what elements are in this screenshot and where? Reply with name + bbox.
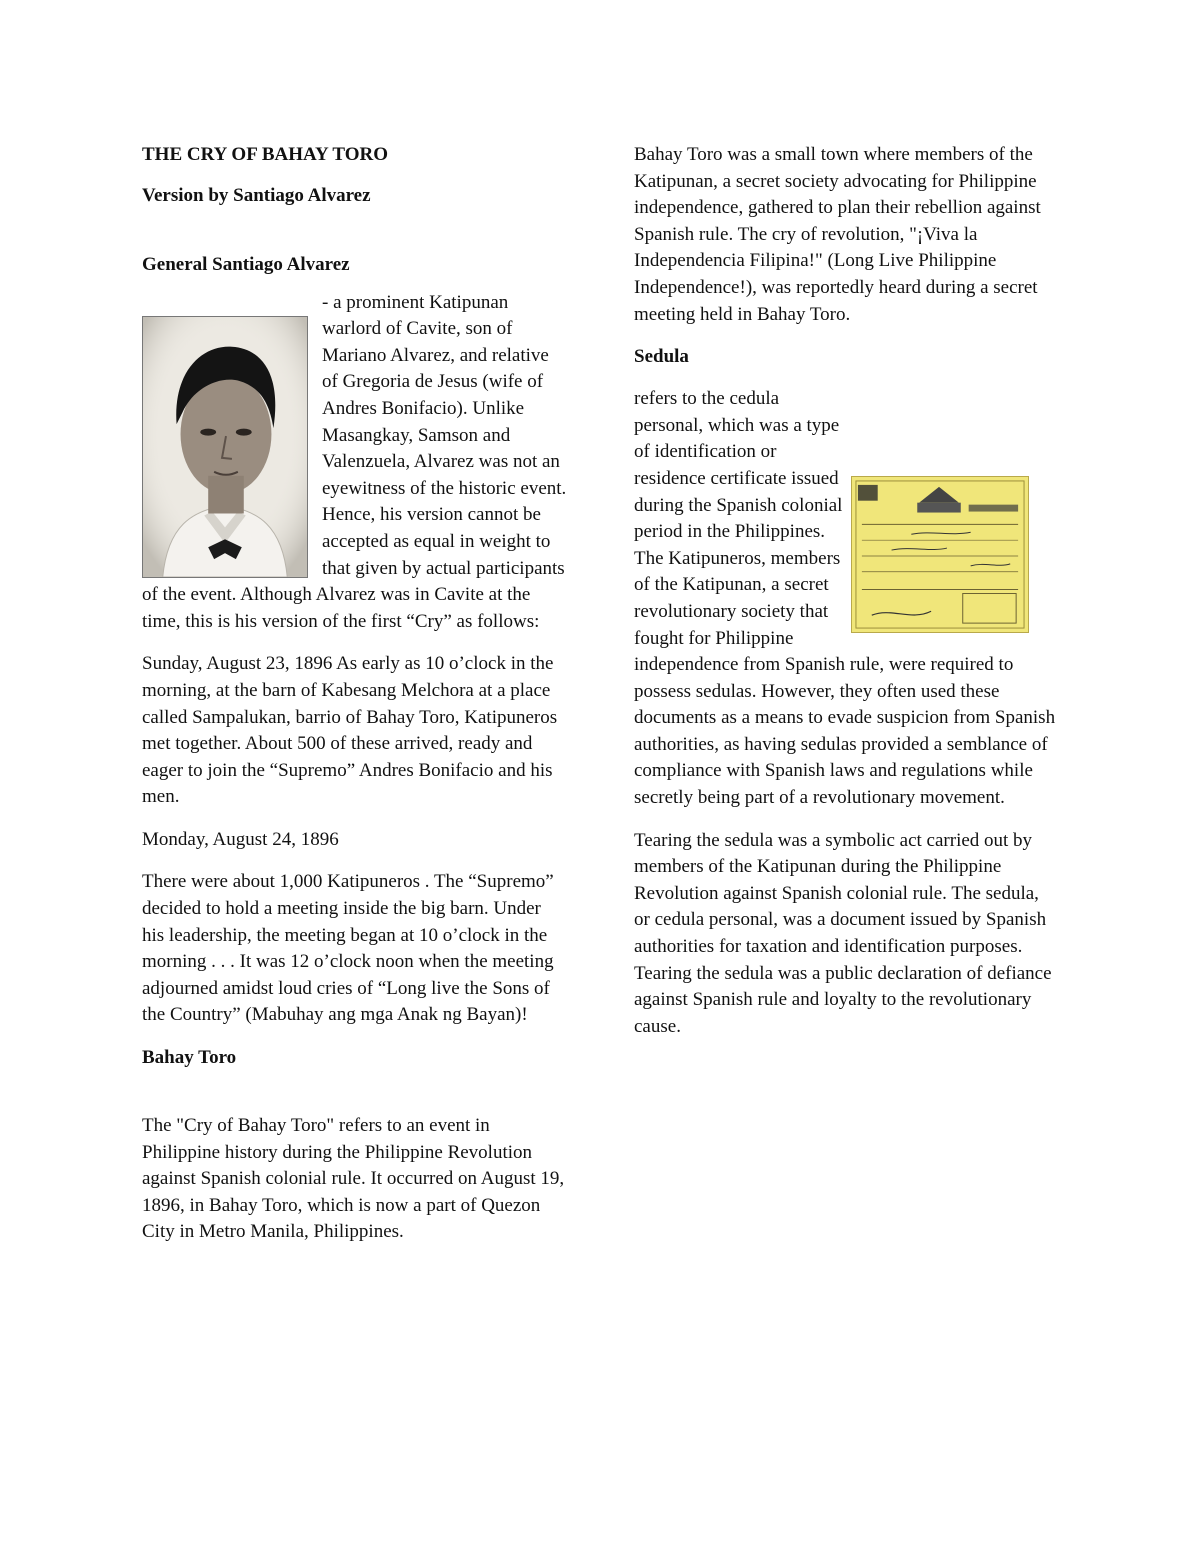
paragraph-aug-24: There were about 1,000 Katipuneros . The “Supremo” decided to hold a meeting inside the big barn. Under his leadership, the meeting began at 10 o’clock in the morning . . . It was 12 o’clock noon when the meeting adjourned amidst loud cries of “Long live the Sons of the Country” (Mabuhay ang mga Anak ng Bayan)!	[142, 871, 554, 1026]
bio-paragraph: - a prominent Katipunan warlord of Cavite, son of Mariano Alvarez, and relative of Gregoria de Jesus (wife of Andres Bonifacio). Unlike Masangkay, Samson and Valenzuela, Alvarez was not an eyewitness of the historic event. Hence, his version cannot be accepted as equal in weight to that given by actual participants of the event. Although Alvarez was in Cavite at the time, this is his version of the first “Cry” as follows:	[142, 291, 567, 632]
date-aug-24: Monday, August 24, 1896	[142, 828, 339, 850]
heading-bahay-toro: Bahay Toro	[142, 1047, 237, 1069]
document-title: THE CRY OF BAHAY TORO	[142, 144, 389, 165]
cedula-document-image	[851, 476, 1029, 633]
paragraph-aug-23: Sunday, August 23, 1896 As early as 10 o’clock in the morning, at the barn of Kabesang Melchora at a place called Sampalukan, barrio of Bahay Toro, Katipuneros met together. About 500 of these arrived, ready and eager to join the “Supremo” Andres Bonifacio and his men.	[142, 653, 558, 808]
paragraph-bahay-toro: The "Cry of Bahay Toro" refers to an event in Philippine history during the Philippine Revolution against Spanish colonial rule. It occurred on August 19, 1896, in Bahay Toro, which is now a part of Quezon City in Metro Manila, Philippines.	[142, 1115, 565, 1243]
heading-general-santiago-alvarez: General Santiago Alvarez	[142, 253, 350, 275]
document-subtitle: Version by Santiago Alvarez	[142, 185, 371, 206]
paragraph-tearing-sedula: Tearing the sedula was a symbolic act carried out by members of the Katipunan during the Philippine Revolution against Spanish colonial rule. The sedula, or cedula personal, was a document issued by Spanish authorities for taxation and identification purposes. Tearing the sedula was a public declaration of defiance against Spanish rule and loyalty to the revolutionary cause.	[634, 829, 1052, 1037]
heading-sedula: Sedula	[634, 346, 689, 368]
portrait-photo	[142, 316, 308, 578]
right-column	[634, 142, 1059, 1040]
bio-block	[142, 290, 567, 636]
paragraph-sedula: refers to the cedula personal, which was a type of identification or residence certificate issued during the Spanish colonial period in the Philippines. The Katipuneros, members of the Katipunan, a secret revolutionary society that fought for Philippine independence from Spanish rule, were required to possess sedulas. However, they often used these documents as a means to evade suspicion from Spanish authorities, as having sedulas provided a semblance of compliance with Spanish laws and regulations while secretly being part of a revolutionary movement.	[634, 388, 1056, 809]
left-column	[142, 142, 567, 1246]
paragraph-bahay-toro-town: Bahay Toro was a small town where members of the Katipunan, a secret society advocating for Philippine independence, gathered to plan their rebellion against Spanish rule. The cry of revolution, "¡Viva la Independencia Filipina!" (Long Live Philippine Independence!), was reportedly heard during a secret meeting held in Bahay Toro.	[634, 144, 1041, 325]
sedula-block	[634, 386, 1059, 812]
